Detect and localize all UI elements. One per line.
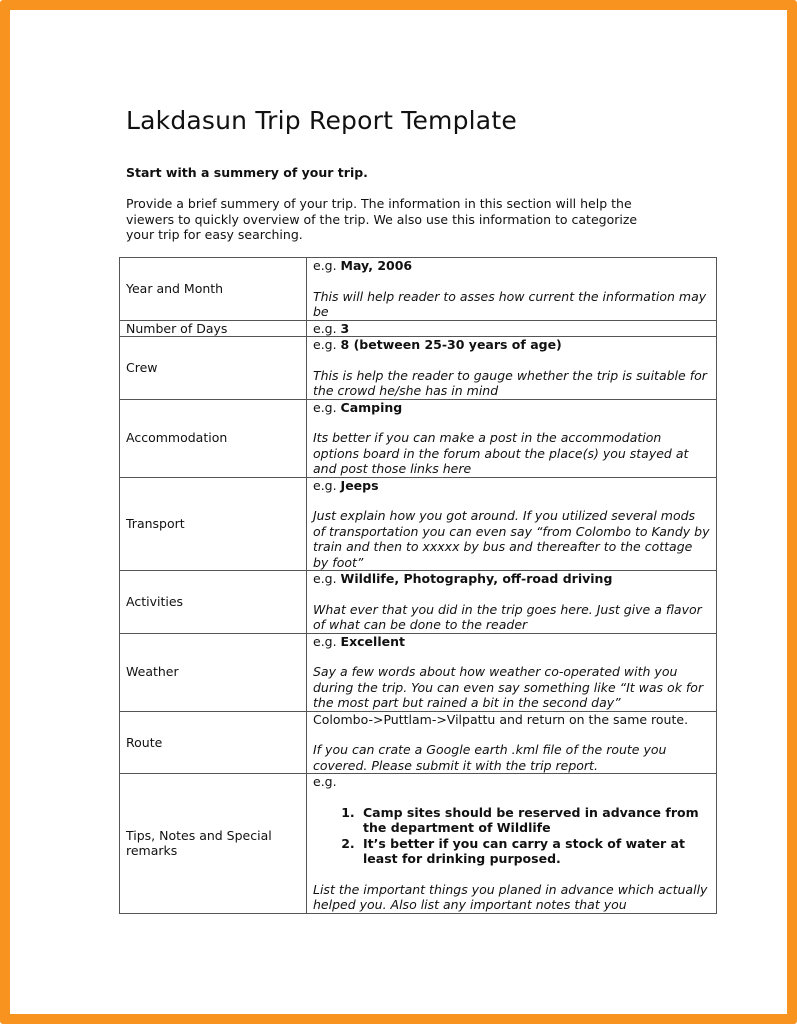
route-text: Colombo->Puttlam->Vilpattu and return on the same route. — [313, 711, 689, 727]
row-label: Weather — [120, 633, 307, 711]
table-row — [120, 774, 717, 914]
row-description: If you can crate a Google earth .kml file of the route you covered. Please submit it with the trip report. — [313, 742, 667, 773]
intro-line: Provide a brief summery of your trip. The information in this section will help the — [126, 196, 632, 211]
row-value — [307, 258, 717, 321]
table-row — [120, 320, 717, 337]
row-label: Number of Days — [120, 320, 307, 337]
row-description: This is help the reader to gauge whether the trip is suitable for the crowd he/she has in mind — [313, 367, 707, 398]
example-value: e.g. May, 2006 — [313, 258, 413, 273]
example-value: e.g. — [313, 774, 337, 789]
row-label: Route — [120, 711, 307, 774]
row-description: Say a few words about how weather co-operated with you during the trip. You can even say something like “It was ok for the most part but rained a bit in the second day” — [313, 664, 704, 710]
table-row — [120, 337, 717, 400]
example-value: e.g. 8 (between 25-30 years of age) — [313, 337, 562, 352]
table-row — [120, 399, 717, 477]
document-title: Lakdasun Trip Report Template — [126, 106, 517, 135]
table-row — [120, 258, 717, 321]
intro-paragraph — [126, 196, 666, 243]
row-description: What ever that you did in the trip goes here. Just give a flavor of what can be done to the reader — [313, 601, 702, 632]
list-item: 1. Camp sites should be reserved in advance from the department of Wildlife — [359, 805, 710, 836]
row-label: Activities — [120, 571, 307, 634]
intro-line: your trip for easy searching. — [126, 227, 303, 242]
row-label: Year and Month — [120, 258, 307, 321]
table-row — [120, 477, 717, 571]
row-value — [307, 571, 717, 634]
table-row — [120, 571, 717, 634]
example-value: e.g. Camping — [313, 399, 403, 415]
row-label: Crew — [120, 337, 307, 400]
row-label: Accommodation — [120, 399, 307, 477]
example-value: e.g. Jeeps — [313, 477, 379, 493]
row-label: Transport — [120, 477, 307, 571]
tips-list — [313, 805, 710, 867]
row-value — [307, 399, 717, 477]
example-value: e.g. 3 — [313, 320, 350, 336]
example-value: e.g. Excellent — [313, 633, 405, 649]
section-subheading: Start with a summery of your trip. — [126, 165, 368, 180]
table-row — [120, 711, 717, 774]
list-item: 2. It’s better if you can carry a stock of water at least for drinking purposed. — [359, 836, 710, 867]
document-page — [10, 10, 787, 1014]
row-description: This will help reader to asses how current the information may be — [313, 288, 707, 319]
intro-line: viewers to quickly overview of the trip. We also use this information to categorize — [126, 211, 638, 227]
table-row — [120, 633, 717, 711]
row-value — [307, 633, 717, 711]
row-description: Just explain how you got around. If you utilized several mods of transportation you can even say “from Colombo to Kandy by train and then to xxxxx by bus and thereafter to the cottage by foot” — [313, 508, 710, 570]
trip-summary-table — [119, 257, 717, 914]
row-value — [307, 337, 717, 400]
row-value — [307, 711, 717, 774]
row-value — [307, 774, 717, 914]
row-label: Tips, Notes and Special remarks — [120, 774, 307, 914]
row-value — [307, 320, 717, 337]
row-description: List the important things you planed in advance which actually helped you. Also list any important notes that you — [313, 881, 708, 912]
row-description: Its better if you can make a post in the accommodation options board in the forum about the place(s) you stayed at and post those links here — [313, 430, 689, 476]
row-value — [307, 477, 717, 571]
example-value: e.g. Wildlife, Photography, off-road driving — [313, 571, 613, 586]
